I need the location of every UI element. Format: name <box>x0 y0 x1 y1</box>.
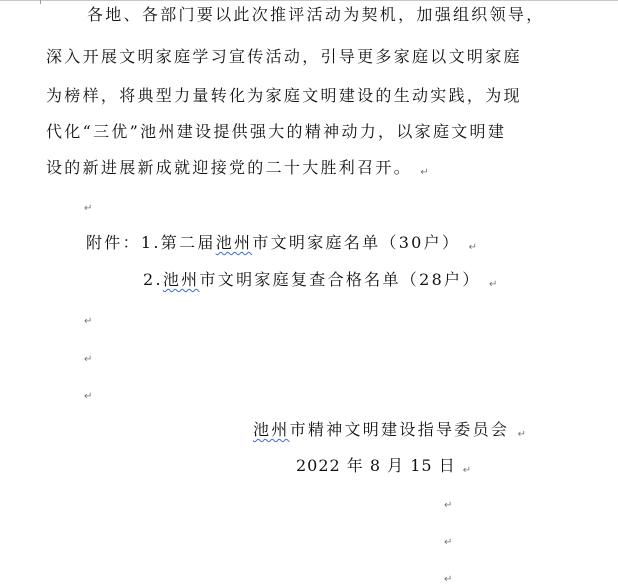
line-text: 深入开展文明家庭学习宣传活动，引导更多家庭以文明家庭 <box>46 47 522 66</box>
line-text: 代化“三优”池州建设提供强大的精神动力，以家庭文明建 <box>46 122 507 141</box>
attachment-item-1 <box>86 233 477 258</box>
attachment-prefix: 第二届 <box>160 233 216 252</box>
paragraph-mark-icon: ↵ <box>444 574 453 585</box>
attachment-number-1: 1. <box>140 233 161 252</box>
paragraph-mark-icon: ↵ <box>84 391 93 402</box>
paragraph-mark-icon: ↵ <box>468 242 478 253</box>
text-boundary-corner-mark <box>28 0 41 4</box>
spellcheck-place-name: 池州 <box>162 270 200 289</box>
line-text: 设的新进展新成就迎接党的二十大胜利召开。 <box>46 158 413 177</box>
attachment-title-1: 市文明家庭名单（30户） <box>252 233 461 252</box>
line-text: 各地、各部门要以此次推评活动为契机，加强组织领导， <box>87 5 545 24</box>
body-paragraph-line-4 <box>46 122 506 142</box>
paragraph-mark-icon: ↵ <box>84 354 93 365</box>
attachment-number-2: 2. <box>143 270 163 289</box>
signature-date <box>296 456 471 481</box>
spellcheck-place-name: 池州 <box>215 233 253 252</box>
paragraph-mark-icon: ↵ <box>84 316 93 327</box>
body-paragraph-line-2 <box>46 47 522 67</box>
paragraph-mark-icon: ↵ <box>444 500 453 511</box>
line-text: 为榜样，将典型力量转化为家庭文明建设的生动实践，为现 <box>46 86 522 105</box>
paragraph-mark-icon: ↵ <box>462 465 472 476</box>
spellcheck-place-name: 池州 <box>253 420 290 439</box>
attachment-title-2: 市文明家庭复查合格名单（28户） <box>199 270 481 289</box>
page-top-edge <box>0 0 618 1</box>
attachment-lead-label: 附件： <box>86 233 141 252</box>
organization-name: 市精神文明建设指导委员会 <box>289 420 510 439</box>
paragraph-mark-icon: ↵ <box>420 167 429 178</box>
body-paragraph-line-1 <box>87 5 545 25</box>
attachment-item-2 <box>143 270 497 295</box>
paragraph-mark-icon: ↵ <box>444 537 453 548</box>
paragraph-mark-icon: ↵ <box>84 203 93 214</box>
signature-organization <box>253 420 526 445</box>
body-paragraph-line-3 <box>46 86 522 106</box>
date-text: 2022 年 8 月 15 日 <box>296 456 456 475</box>
paragraph-mark-icon: ↵ <box>489 279 498 290</box>
paragraph-mark-icon: ↵ <box>517 429 526 440</box>
body-paragraph-line-5 <box>46 158 429 183</box>
